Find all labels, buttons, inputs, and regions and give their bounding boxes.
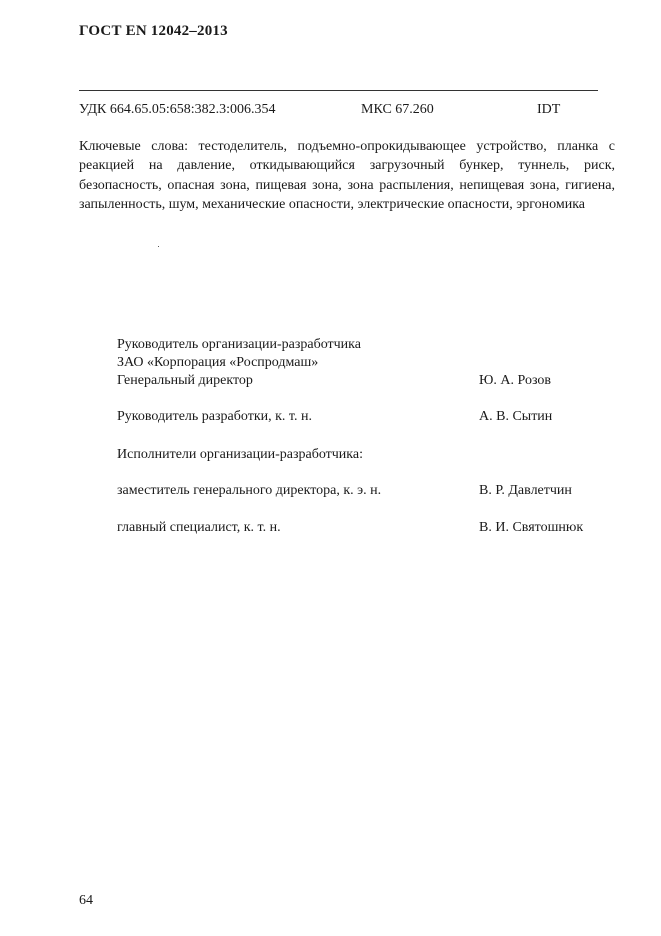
- exec1-name: В. Р. Давлетчин: [479, 483, 572, 498]
- stray-dot: [158, 246, 159, 247]
- header-divider: [79, 90, 598, 91]
- page-number: 64: [79, 893, 93, 908]
- exec2-title: главный специалист, к. т. н.: [117, 520, 281, 535]
- dev-lead-name: А. В. Сытин: [479, 409, 553, 424]
- org-head-line2: ЗАО «Корпорация «Роспродмаш»: [117, 355, 319, 370]
- mks-code: МКС 67.260: [361, 102, 434, 117]
- keywords-paragraph: Ключевые слова: тестоделитель, подъемно-опрокидывающее устройство, планка с реакцией на давление, откидывающийся загрузочный бункер, туннель, риск, безопасность, опасная зона, пищевая зона, зона распыления, непищевая зона, гигиена, запыленность, шум, механические опасности, электрические опасности, эргономика: [79, 139, 615, 212]
- org-head-title: Генеральный директор: [117, 373, 253, 388]
- document-header-title: ГОСТ EN 12042–2013: [79, 23, 228, 39]
- udk-code: УДК 664.65.05:658:382.3:006.354: [79, 102, 276, 117]
- executors-heading: Исполнители организации-разработчика:: [117, 447, 363, 462]
- idt-marker: IDT: [537, 102, 561, 117]
- dev-lead-title: Руководитель разработки, к. т. н.: [117, 409, 312, 424]
- exec1-title: заместитель генерального директора, к. э. н.: [117, 483, 382, 498]
- org-head-name: Ю. А. Розов: [479, 373, 551, 388]
- exec2-name: В. И. Святошнюк: [479, 520, 584, 535]
- org-head-line1: Руководитель организации-разработчика: [117, 337, 361, 352]
- classification-row: [79, 102, 599, 122]
